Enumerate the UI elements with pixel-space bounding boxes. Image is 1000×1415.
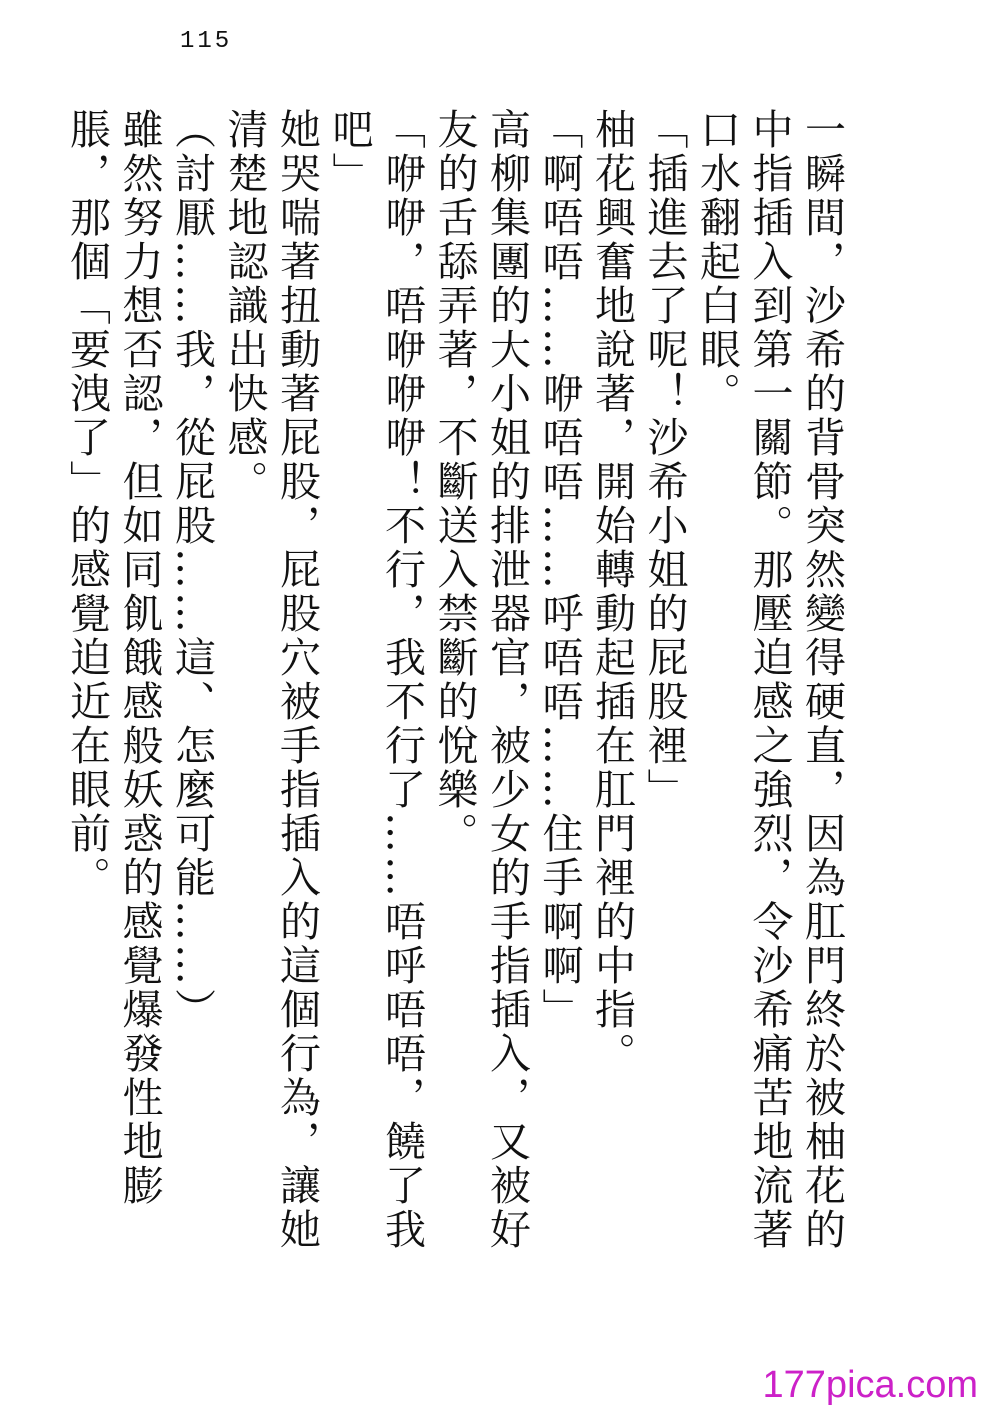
dialogue-paragraph: 「咿咿，唔咿咿咿！不行，我不行了……唔呼唔唔，饒了我吧」 bbox=[325, 108, 426, 1252]
paragraph: 柚花興奮地說著，開始轉動起插在肛門裡的中指。 bbox=[588, 108, 636, 1076]
paragraph: 高柳集團的大小姐的排泄器官，被少女的手指插入，又被好友的舌舔弄著，不斷送入禁斷的悅樂。 bbox=[430, 108, 531, 1252]
paragraph: 一瞬間，沙希的背骨突然變得硬直，因為肛門終於被柚花的中指插入到第一關節。那壓迫感之強烈，令沙希痛苦地流著口水翻起白眼。 bbox=[693, 108, 846, 1252]
inner-thought-paragraph: （討厭……我，從屁股……這、怎麼可能……） bbox=[168, 108, 216, 1032]
paragraph: 雖然努力想否認，但如同飢餓感般妖惑的感覺爆發性地膨脹，那個「要洩了」的感覺迫近在眼前。 bbox=[63, 108, 164, 1208]
vertical-text-body bbox=[63, 108, 848, 1288]
watermark: 177pica.com bbox=[762, 1364, 978, 1406]
page-number: 115 bbox=[180, 28, 233, 55]
paragraph: 她哭喘著扭動著屁股，屁股穴被手指插入的這個行為，讓她清楚地認識出快感。 bbox=[220, 108, 321, 1252]
dialogue-paragraph: 「插進去了呢！沙希小姐的屁股裡」 bbox=[640, 108, 689, 812]
dialogue-paragraph: 「啊唔唔……咿唔唔……呼唔唔……住手啊啊」 bbox=[535, 108, 584, 1032]
